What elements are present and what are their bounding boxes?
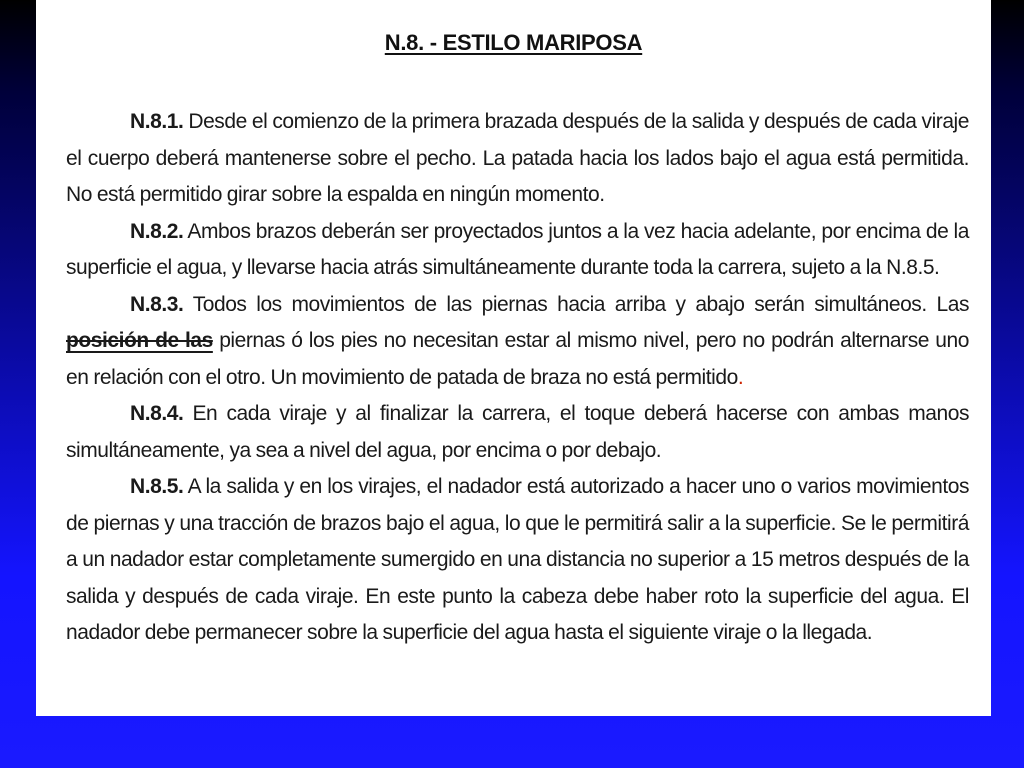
rule-paragraph-5 bbox=[66, 469, 969, 652]
rule-paragraph-3 bbox=[66, 287, 969, 397]
rule-number: N.8.5. bbox=[130, 475, 184, 498]
red-period: . bbox=[737, 365, 744, 389]
rule-number: N.8.1. bbox=[130, 110, 184, 133]
rule-number: N.8.3. bbox=[130, 292, 184, 316]
section-title-text: N.8. - ESTILO MARIPOSA bbox=[384, 30, 643, 55]
rule-text: A la salida y en los virajes, el nadador está autorizado a hacer uno o varios movimientos de piernas y una tracción de brazos bajo el agua, lo que le permitirá salir a la superficie. Se le permitirá a un nadador estar completamente sumergido en una distancia no superior a 15 metros después de la salida y después de cada viraje. En este punto la cabeza debe haber roto la superficie del agua. El nadador debe permanecer sobre la superficie del agua hasta el siguiente viraje o la llegada. bbox=[66, 475, 969, 644]
rule-number: N.8.2. bbox=[130, 219, 184, 243]
rule-paragraph-1 bbox=[66, 104, 969, 214]
rule-text-before: Todos los movimientos de las piernas hacia arriba y abajo serán simultáneos. Las bbox=[183, 292, 969, 316]
rule-text: Desde el comienzo de la primera brazada después de la salida y después de cada viraje el cuerpo deberá mantenerse sobre el pecho. La patada hacia los lados bajo el agua está permitida. No está permitido girar sobre la espalda en ningún momento. bbox=[66, 110, 969, 206]
rule-text: Ambos brazos deberán ser proyectados juntos a la vez hacia adelante, por encima de la superficie el agua, y llevarse hacia atrás simultáneamente durante toda la carrera, sujeto a la N.8.5. bbox=[66, 219, 969, 279]
rule-paragraph-2 bbox=[66, 214, 969, 287]
section-title bbox=[36, 30, 991, 56]
rule-text-after: piernas ó los pies no necesitan estar al mismo nivel, pero no podrán alternarse uno en relación con el otro. Un movimiento de patada de braza no está permitido bbox=[66, 329, 969, 389]
rule-number: N.8.4. bbox=[130, 402, 184, 425]
document-page bbox=[36, 0, 991, 716]
rules-body bbox=[66, 104, 969, 652]
struck-through-text: posición de las bbox=[66, 329, 213, 352]
rule-text: En cada viraje y al finalizar la carrera, el toque deberá hacerse con ambas manos simultáneamente, ya sea a nivel del agua, por encima o por debajo. bbox=[66, 402, 969, 462]
rule-paragraph-4 bbox=[66, 396, 969, 469]
